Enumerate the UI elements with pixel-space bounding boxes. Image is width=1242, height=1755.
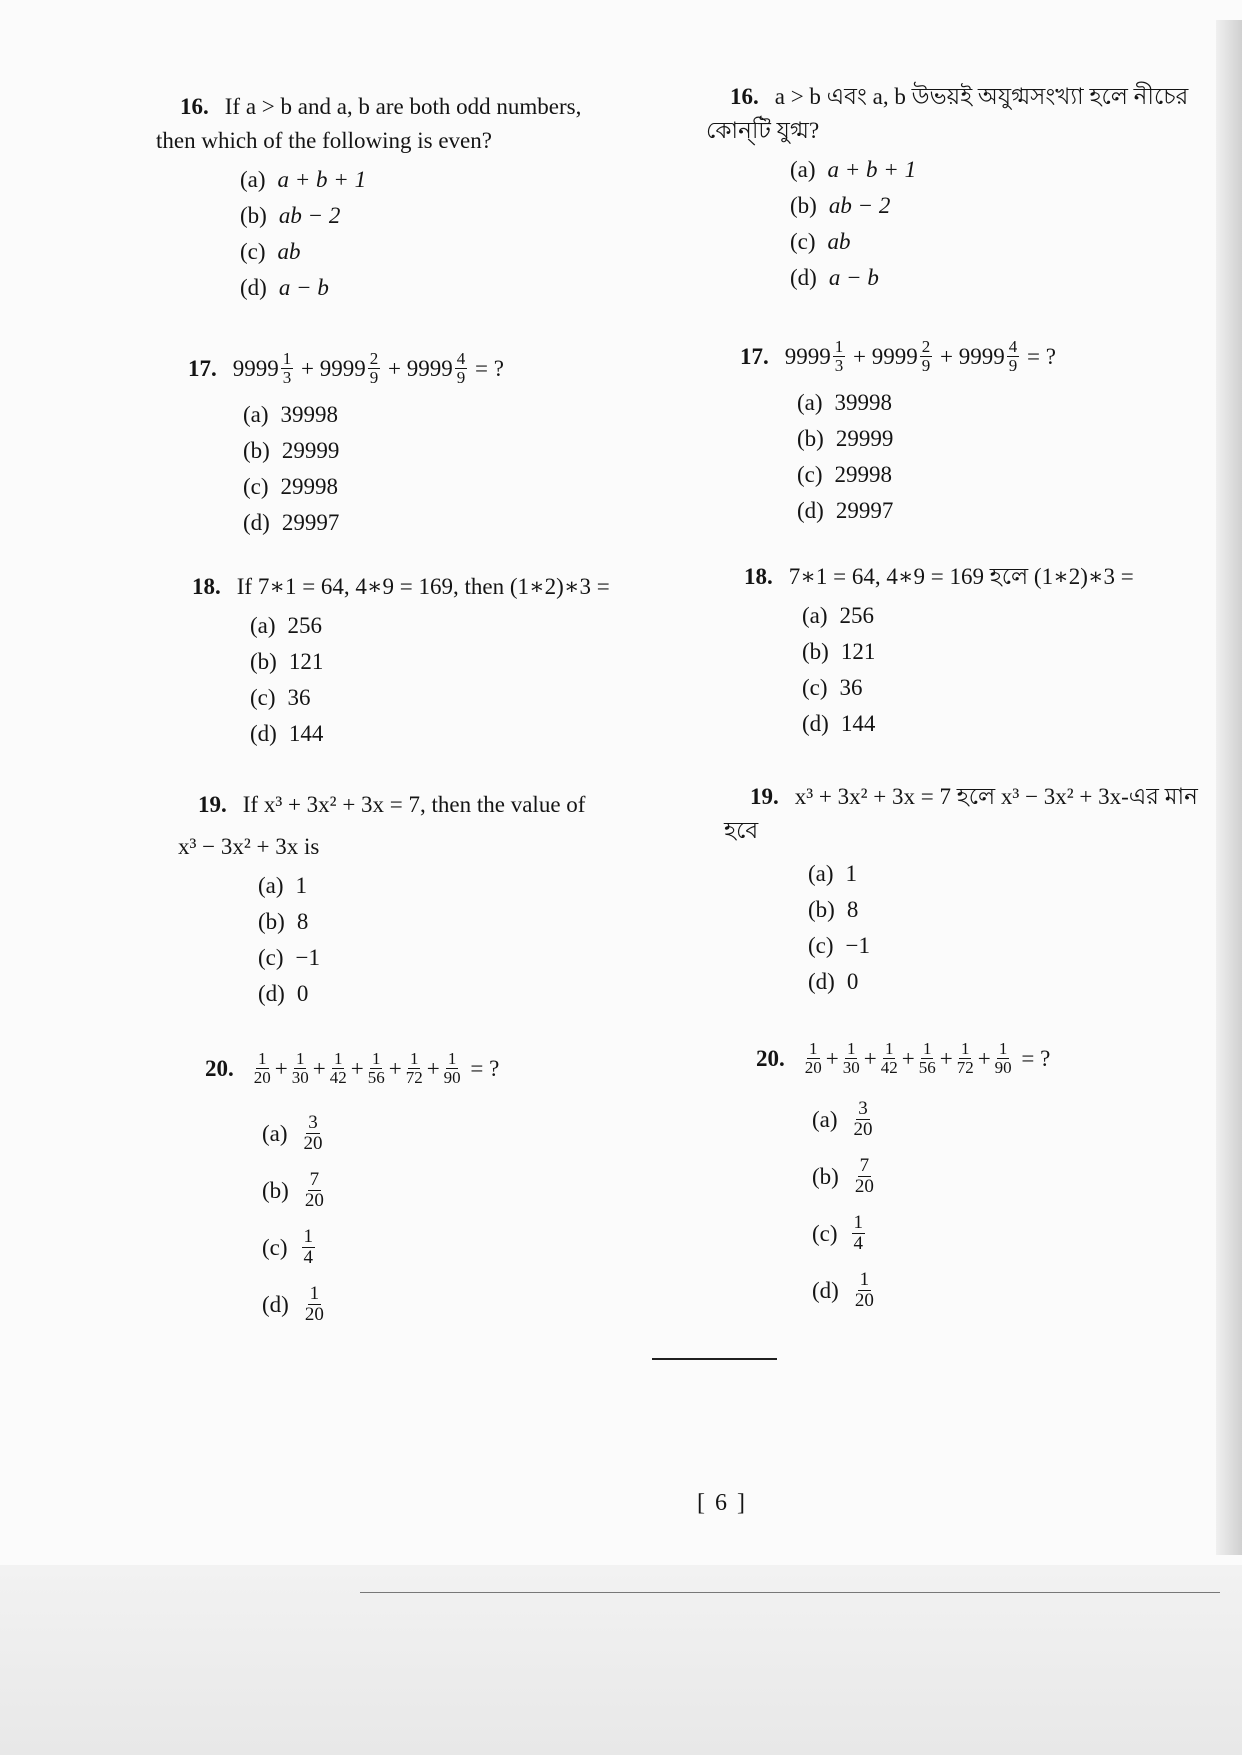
question-stem: If x³ + 3x² + 3x = 7, then the value of	[242, 792, 586, 817]
option-a[interactable]: (a) $\frac{3}{20}$	[812, 1098, 873, 1140]
option-d[interactable]: (d) 29997	[243, 510, 340, 535]
question-expression: 9999 $\frac{1}{3}$ + 9999 $\frac{2}{9}$ + 9999 $\frac{4}{9}$ = ?	[784, 337, 1056, 375]
option-c[interactable]: (c) −1	[808, 933, 871, 958]
question-18-en	[192, 570, 610, 752]
question-number: 16.	[180, 94, 209, 119]
options-list	[797, 385, 1056, 529]
options-list	[243, 397, 504, 541]
question-stem: If 7∗1 = 64, 4∗9 = 169, then (1∗2)∗3 =	[236, 574, 610, 599]
option-b[interactable]: (b) 29999	[797, 426, 894, 451]
question-stem: x³ + 3x² + 3x = 7 হলে x³ − 3x² + 3x-এর মান	[794, 784, 1198, 809]
option-a[interactable]: (a) a + b + 1	[790, 157, 917, 182]
option-b[interactable]: (b) 8	[808, 897, 859, 922]
page-number: [ 6 ]	[697, 1490, 747, 1516]
question-stem: 7∗1 = 64, 4∗9 = 169 হলে (1∗2)∗3 =	[788, 564, 1134, 589]
option-a[interactable]: (a) $\frac{3}{20}$	[262, 1112, 323, 1154]
question-stem-continuation: then which of the following is even?	[156, 128, 492, 153]
option-d[interactable]: (d) 0	[808, 969, 859, 994]
question-stem: If a > b and a, b are both odd numbers,	[224, 94, 582, 119]
option-d[interactable]: (d) 144	[802, 711, 876, 736]
question-stem-continuation: হবে	[724, 818, 759, 843]
question-16-bn	[706, 80, 1188, 296]
question-number: 19.	[750, 784, 779, 809]
question-16-en	[156, 90, 581, 306]
question-20-en	[205, 1050, 499, 1333]
options-list	[812, 1091, 1050, 1319]
options-list	[258, 868, 585, 1012]
option-d[interactable]: (d) a − b	[790, 265, 879, 290]
option-c[interactable]: (c) −1	[258, 945, 321, 970]
option-b[interactable]: (b) 29999	[243, 438, 340, 463]
option-b[interactable]: (b) 121	[802, 639, 876, 664]
question-number: 17.	[740, 343, 769, 369]
question-number: 17.	[188, 355, 217, 381]
question-number: 20.	[205, 1055, 234, 1081]
option-a[interactable]: (a) a + b + 1	[240, 167, 367, 192]
fraction: $\frac{1}{3}$	[282, 349, 292, 387]
fraction: $\frac{2}{9}$	[369, 349, 379, 387]
option-a[interactable]: (a) 39998	[243, 402, 339, 427]
question-stem-continuation: x³ − 3x² + 3x is	[178, 834, 320, 859]
option-a[interactable]: (a) 39998	[797, 390, 893, 415]
option-c[interactable]: (c) ab	[790, 229, 851, 254]
option-b[interactable]: (b) 8	[258, 909, 309, 934]
option-c[interactable]: (c) $\frac{1}{4}$	[262, 1226, 314, 1268]
question-number: 16.	[730, 84, 759, 109]
option-b[interactable]: (b) $\frac{7}{20}$	[812, 1155, 874, 1197]
section-end-divider	[652, 1358, 777, 1360]
option-c[interactable]: (c) ab	[240, 239, 301, 264]
question-stem: a > b এবং a, b উভয়ই অযুগ্মসংখ্যা হলে নীচের	[774, 84, 1189, 109]
option-c[interactable]: (c) $\frac{1}{4}$	[812, 1212, 864, 1254]
options-list	[808, 856, 1198, 1000]
option-c[interactable]: (c) 36	[802, 675, 863, 700]
question-number: 18.	[192, 574, 221, 599]
options-list	[262, 1105, 499, 1333]
question-number: 20.	[756, 1045, 785, 1071]
question-number: 18.	[744, 564, 773, 589]
options-list	[802, 598, 1134, 742]
option-a[interactable]: (a) 1	[258, 873, 308, 898]
options-list	[240, 162, 581, 306]
options-list	[250, 608, 610, 752]
option-d[interactable]: (d) $\frac{1}{20}$	[262, 1283, 324, 1325]
option-d[interactable]: (d) $\frac{1}{20}$	[812, 1269, 874, 1311]
question-stem-continuation: কোন্‌টি যুগ্ম?	[706, 118, 820, 143]
question-19-en	[178, 788, 585, 1012]
question-20-bn	[756, 1040, 1050, 1319]
question-18-bn	[744, 560, 1134, 742]
options-list	[790, 152, 1188, 296]
scan-bottom-shadow	[0, 1565, 1242, 1755]
option-d[interactable]: (d) 144	[250, 721, 324, 746]
question-17-bn	[740, 338, 1056, 529]
question-number: 19.	[198, 792, 227, 817]
question-17-en	[188, 350, 504, 541]
question-expression: $\frac{1}{20}$ + $\frac{1}{30}$ + $\frac{1}{42}$ + $\frac{1}{56}$ + $\frac{1}{72}$ + $\frac{1}{90}$ = ?	[804, 1039, 1051, 1077]
option-d[interactable]: (d) 0	[258, 981, 309, 1006]
option-a[interactable]: (a) 256	[802, 603, 875, 628]
option-b[interactable]: (b) ab − 2	[240, 203, 341, 228]
option-b[interactable]: (b) 121	[250, 649, 324, 674]
option-a[interactable]: (a) 1	[808, 861, 858, 886]
option-a[interactable]: (a) 256	[250, 613, 323, 638]
question-expression: $\frac{1}{20}$ + $\frac{1}{30}$ + $\frac{1}{42}$ + $\frac{1}{56}$ + $\frac{1}{72}$ + $\frac{1}{90}$ = ?	[253, 1049, 500, 1087]
question-19-bn	[724, 780, 1198, 1000]
option-b[interactable]: (b) ab − 2	[790, 193, 891, 218]
question-expression: 9999 $\frac{1}{3}$ + 9999 $\frac{2}{9}$ + 9999 $\frac{4}{9}$ = ?	[232, 349, 504, 387]
option-b[interactable]: (b) $\frac{7}{20}$	[262, 1169, 324, 1211]
scan-bottom-rule	[360, 1592, 1220, 1593]
option-c[interactable]: (c) 29998	[797, 462, 893, 487]
scan-edge-shadow	[1216, 20, 1242, 1555]
option-c[interactable]: (c) 29998	[243, 474, 339, 499]
option-d[interactable]: (d) a − b	[240, 275, 329, 300]
option-d[interactable]: (d) 29997	[797, 498, 894, 523]
fraction: $\frac{4}{9}$	[456, 349, 466, 387]
option-c[interactable]: (c) 36	[250, 685, 311, 710]
